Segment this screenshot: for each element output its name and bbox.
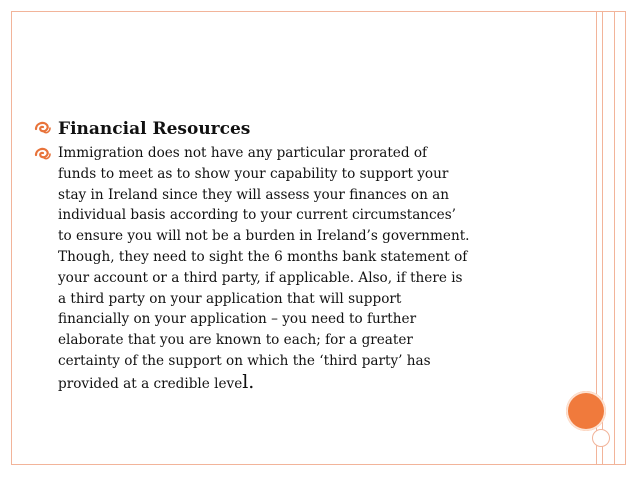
decorative-line — [602, 12, 603, 464]
decorative-circle-large — [566, 391, 606, 431]
body-text-last-line — [58, 372, 550, 395]
decorative-circle-small — [592, 429, 610, 447]
body-text-ending: l. — [242, 370, 255, 393]
slide-body-text — [58, 143, 550, 395]
body-text-last-words: provided at a credible leve — [58, 375, 243, 392]
slide-content — [34, 117, 550, 395]
decorative-line — [614, 12, 615, 464]
bullet-item-heading — [34, 117, 550, 141]
swirl-bullet-icon — [34, 120, 52, 136]
slide-heading: Financial Resources — [58, 119, 251, 139]
swirl-bullet-icon — [34, 146, 52, 162]
bullet-item-body — [34, 143, 550, 395]
body-text-lines: Immigration does not have any particular prorated of funds to meet as to show your capability to support your stay in Ireland since they will assess your finances on an individual basis according to your current circumstances’ to ensure you will not be a burden in Ireland’s government. Though, they need to sight the 6 months bank statement of your account or a third party, if applicable. Also, if there is a third party on your application that will support financially on your application – you need to further elaborate that you are known to each; for a greater certainty of the support on which the ‘third party’ has — [58, 145, 470, 369]
